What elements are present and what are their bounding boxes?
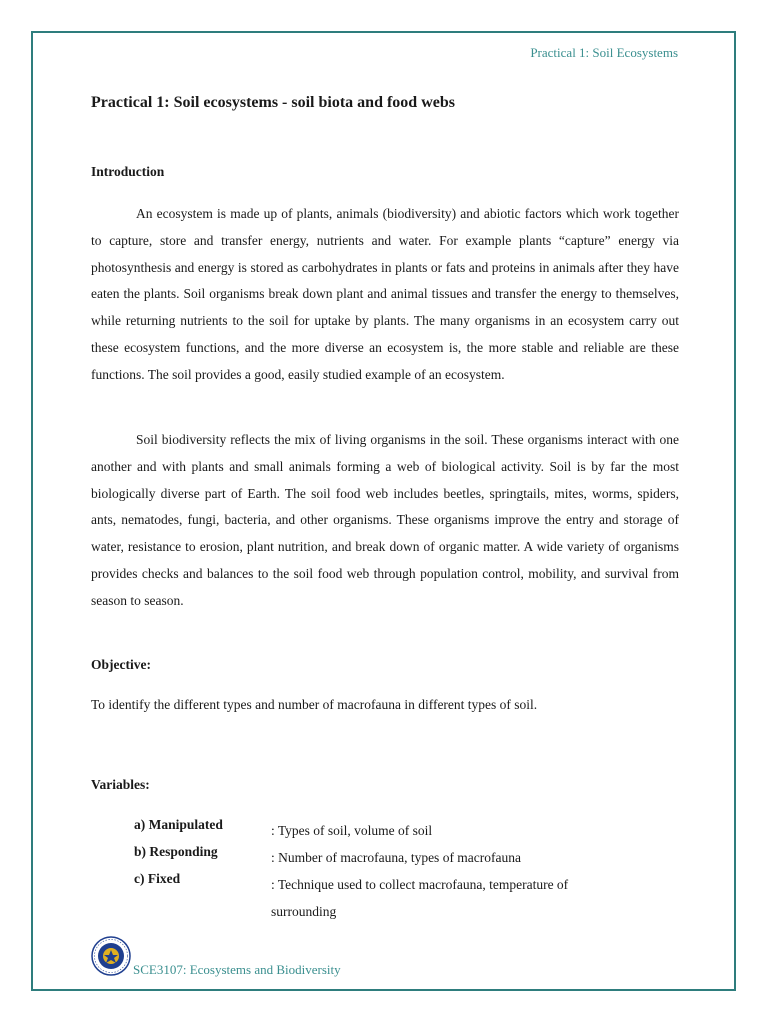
introduction-heading: Introduction bbox=[91, 164, 165, 179]
variable-label: b) Responding bbox=[134, 844, 218, 859]
variable-label: a) Manipulated bbox=[134, 817, 223, 832]
introduction-paragraph-2: Soil biodiversity reflects the mix of living organisms in the soil. These organisms interact with one another and with plants and small animals forming a web of biological activity. Soil is by far the most biologically diverse part of Earth. The soil food web includes beetles, springtails, mites, worms, spiders, ants, nematodes, fungi, bacteria, and other organisms. These organisms improve the entry and storage of water, resistance to erosion, plant nutrition, and break down of organic matter. A wide variety of organisms provides checks and balances to the soil food web through population control, mobility, and survival from season to season. bbox=[91, 432, 679, 608]
variable-value: : Number of macrofauna, types of macrofauna bbox=[271, 850, 522, 865]
document-title: Practical 1: Soil ecosystems - soil biota and food webs bbox=[91, 94, 455, 111]
running-header: Practical 1: Soil Ecosystems bbox=[530, 45, 678, 60]
objective-text: To identify the different types and number of macrofauna in different types of soil. bbox=[91, 697, 538, 712]
variable-label: c) Fixed bbox=[134, 871, 181, 886]
variable-value: : Technique used to collect macrofauna, temperature of surrounding bbox=[271, 877, 569, 919]
institution-logo-icon bbox=[91, 936, 131, 976]
objective-heading: Objective: bbox=[91, 657, 151, 672]
footer-course: SCE3107: Ecosystems and Biodiversity bbox=[133, 962, 341, 977]
introduction-paragraph-1: An ecosystem is made up of plants, animals (biodiversity) and abiotic factors which work together to capture, store and transfer energy, nutrients and water. For example plants “capture” energy via photosynthesis and energy is stored as carbohydrates in plants or fats and proteins in animals after they have eaten the plants. Soil organisms break down plant and animal tissues and transfer the energy to themselves, while returning nutrients to the soil for uptake by plants. The many organisms in an ecosystem carry out these ecosystem functions, and the more diverse an ecosystem is, the more stable and reliable are these functions. The soil provides a good, easily studied example of an ecosystem. bbox=[91, 206, 679, 382]
variable-value: : Types of soil, volume of soil bbox=[271, 823, 433, 838]
variables-heading: Variables: bbox=[91, 777, 150, 792]
